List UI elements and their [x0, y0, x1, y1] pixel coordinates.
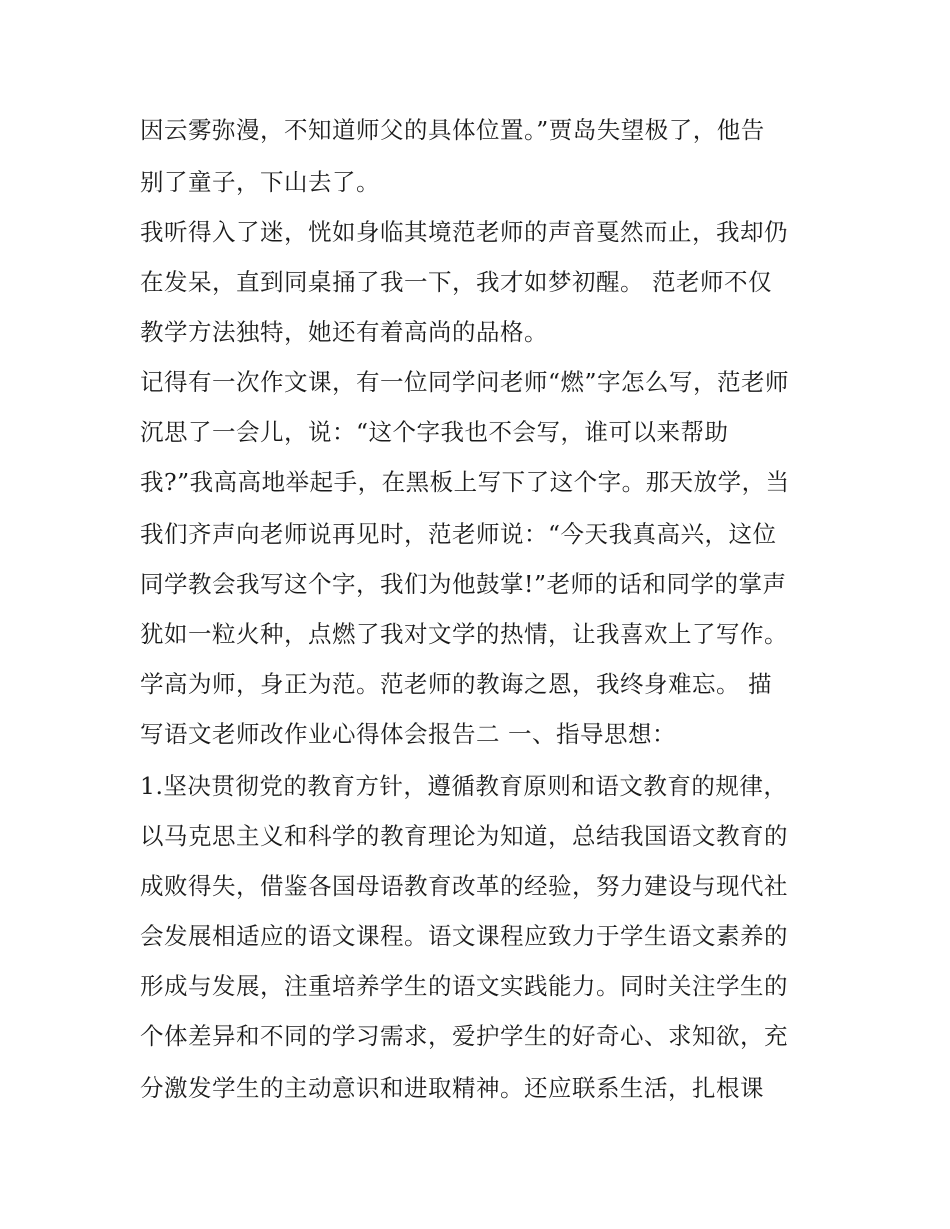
- text-line: 别了童子，下山去了。: [140, 168, 380, 196]
- text-line: 形成与发展，注重培养学生的语文实践能力。同时关注学生的: [140, 972, 788, 1000]
- text-line: 在发呆，直到同桌捅了我一下，我才如梦初醒。 范老师不仅: [140, 268, 772, 296]
- text-line: 我听得入了迷，恍如身临其境范老师的声音戛然而止，我却仍: [140, 218, 788, 246]
- text-line: 沉思了一会儿，说：“这个字我也不会写，谁可以来帮助: [140, 418, 729, 446]
- text-line: 1.坚决贯彻党的教育方针，遵循教育原则和语文教育的规律，: [140, 772, 788, 800]
- text-line: 我?”我高高地举起手，在黑板上写下了这个字。那天放学，当: [140, 468, 790, 496]
- text-line: 分激发学生的主动意识和进取精神。还应联系生活，扎根课: [140, 1074, 764, 1102]
- text-line: 会发展相适应的语文课程。语文课程应致力于学生语文素养的: [140, 922, 788, 950]
- text-line: 因云雾弥漫，不知道师父的具体位置。”贾岛失望极了，他告: [140, 116, 765, 144]
- text-line: 个体差异和不同的学习需求，爱护学生的好奇心、求知欲，充: [140, 1022, 788, 1050]
- text-line: 以马克思主义和科学的教育理论为知道，总结我国语文教育的: [140, 822, 788, 850]
- text-line: 学高为师，身正为范。范老师的教诲之恩，我终身难忘。 描: [140, 670, 772, 698]
- text-line: 记得有一次作文课，有一位同学问老师“燃”字怎么写，范老师: [140, 368, 790, 396]
- text-line: 写语文老师改作业心得体会报告二 一、指导思想：: [140, 720, 676, 748]
- text-line: 同学教会我写这个字，我们为他鼓掌!”老师的话和同学的掌声: [140, 570, 787, 598]
- text-line: 我们齐声向老师说再见时，范老师说：“今天我真高兴，这位: [140, 520, 777, 548]
- text-line: 犹如一粒火种，点燃了我对文学的热情，让我喜欢上了写作。: [140, 620, 788, 648]
- text-line: 教学方法独特，她还有着高尚的品格。: [140, 318, 548, 346]
- text-line: 成败得失，借鉴各国母语教育改革的经验，努力建设与现代社: [140, 872, 788, 900]
